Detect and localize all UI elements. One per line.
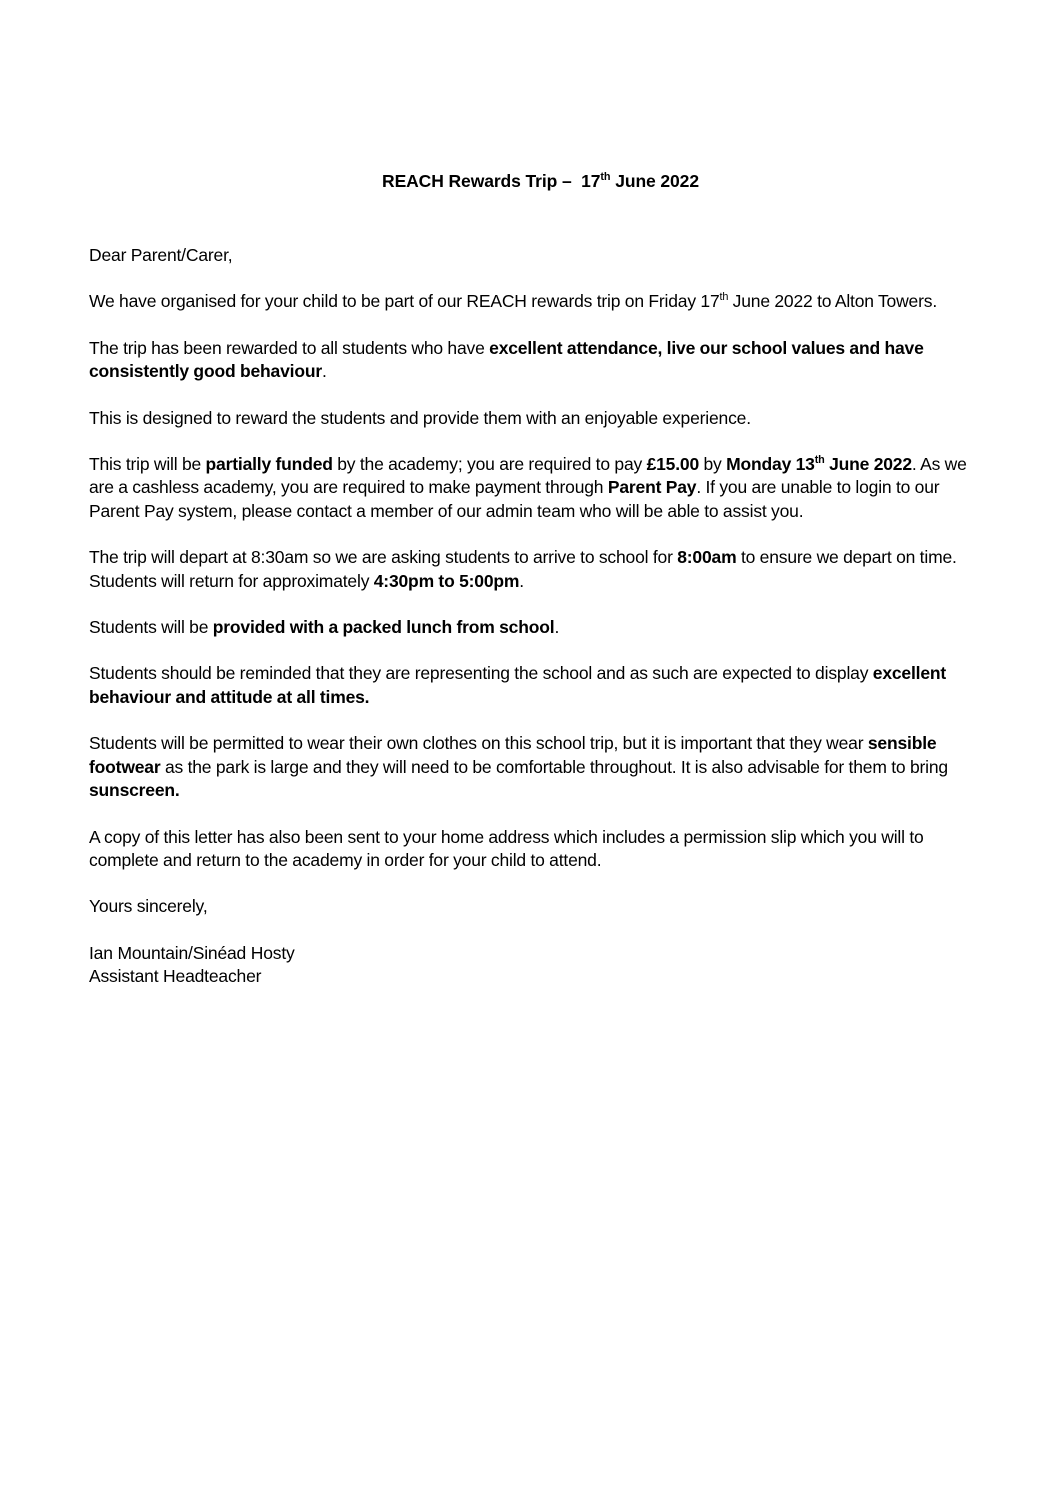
- body-text: . As we are a cashless academy, you are required to make payment through: [89, 454, 967, 498]
- body-text: by the academy; you are required to pay: [332, 454, 647, 475]
- letter-paragraphs: [89, 290, 992, 872]
- body-text: Students will be permitted to wear their own clothes on this school trip, but it is important that they wear: [89, 733, 868, 754]
- paragraph-p-permission: [89, 826, 992, 873]
- ordinal-suffix: th: [719, 291, 729, 304]
- emphasis-text: provided with a packed lunch from school: [212, 617, 555, 638]
- body-text: .: [519, 570, 524, 591]
- title-text-after: June 2022: [610, 171, 699, 191]
- letter-body: [89, 170, 992, 989]
- body-text: June 2022 to Alton Towers.: [728, 291, 938, 312]
- paragraph-p-clothes: [89, 732, 992, 802]
- emphasis-text: 4:30pm to 5:00pm: [373, 570, 520, 591]
- letter-title: [89, 170, 992, 192]
- body-text: A copy of this letter has also been sent to your home address which includes a permission slip which you will to complete and return to the academy in order for your child to attend.: [89, 826, 924, 870]
- emphasis-text: excellent attendance, live our school values and have consistently good behaviour: [89, 337, 924, 382]
- emphasis-text: excellent behaviour and attitude at all times.: [89, 663, 947, 707]
- emphasis-text: sensible footwear: [89, 733, 937, 777]
- closing-line: Yours sincerely,: [89, 896, 208, 917]
- body-text: Students should be reminded that they are representing the school and as such are expected to display: [89, 663, 873, 684]
- body-text: The trip has been rewarded to all students who have: [89, 337, 490, 358]
- body-text: The trip will depart at 8:30am so we are asking students to arrive to school for: [89, 547, 678, 568]
- ordinal-suffix: th: [814, 454, 825, 467]
- body-text: to ensure we depart on time. Students will return for approximately: [89, 547, 957, 591]
- body-text: as the park is large and they will need to be comfortable throughout. It is also advisable for them to bring: [160, 756, 948, 777]
- salutation-line: Dear Parent/Carer,: [89, 245, 233, 265]
- paragraph-p-times: [89, 546, 992, 593]
- body-text: by: [699, 454, 727, 475]
- body-text: .: [554, 617, 560, 638]
- body-text: Students will be: [89, 617, 213, 638]
- signatory-role: Assistant Headteacher: [89, 966, 262, 987]
- body-text: This trip will be: [89, 454, 206, 475]
- emphasis-text: sunscreen.: [89, 780, 180, 801]
- paragraph-p-organised: [89, 290, 992, 313]
- title-ordinal-suffix: th: [600, 171, 611, 184]
- emphasis-text: £15.00: [646, 454, 700, 475]
- emphasis-text: 8:00am: [677, 547, 737, 568]
- body-text: We have organised for your child to be part of our REACH rewards trip on Friday 17: [89, 291, 720, 312]
- title-text-before: REACH Rewards Trip – 17: [382, 171, 601, 191]
- emphasis-text: Parent Pay: [607, 477, 697, 498]
- body-text: This is designed to reward the students and provide them with an enjoyable experience.: [89, 407, 751, 428]
- signature-block: [89, 942, 992, 989]
- paragraph-p-rewarded: [89, 337, 992, 384]
- paragraph-p-behaviour: [89, 662, 992, 709]
- signatory-name: Ian Mountain/Sinéad Hosty: [89, 942, 295, 963]
- paragraph-p-funding: [89, 453, 992, 523]
- emphasis-text: partially funded: [205, 454, 333, 475]
- paragraph-p-lunch: [89, 616, 992, 639]
- emphasis-text: Monday 13: [726, 454, 815, 475]
- emphasis-text: June 2022: [824, 454, 912, 475]
- body-text: .: [321, 361, 327, 382]
- paragraph-p-designed: [89, 407, 992, 430]
- body-text: . If you are unable to login to our Parent Pay system, please contact a member of our admin team who will be able to assist you.: [89, 477, 940, 521]
